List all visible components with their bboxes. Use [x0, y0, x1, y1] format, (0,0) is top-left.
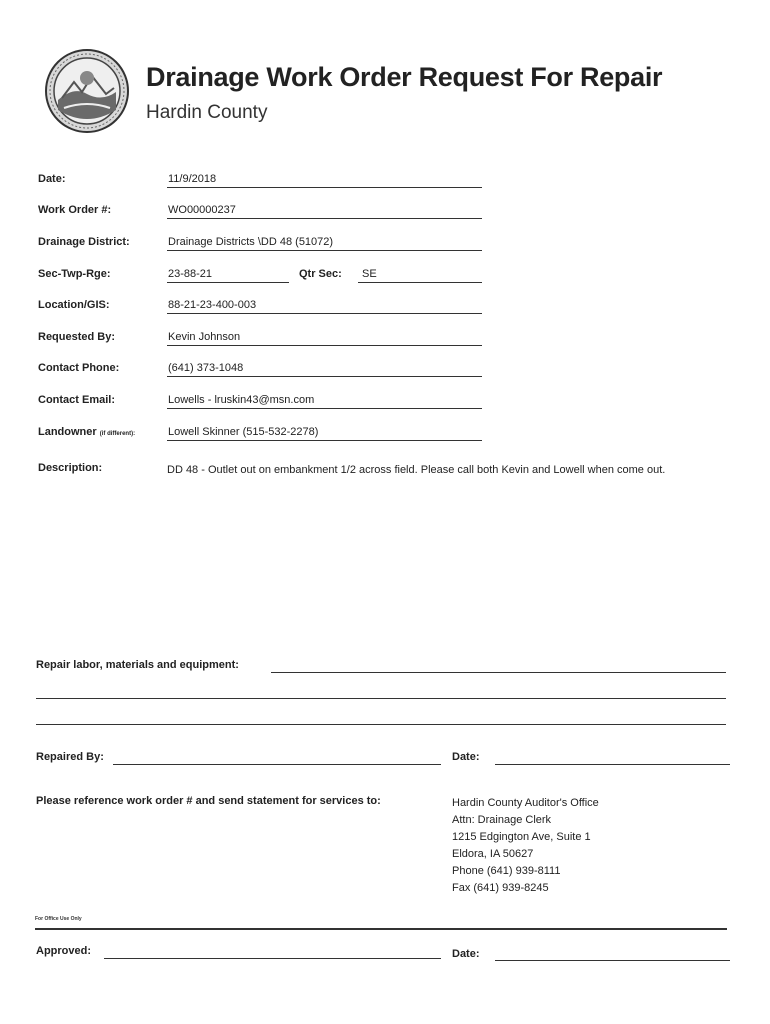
repair-labor-line-3: [36, 724, 726, 725]
requested-by-value: Kevin Johnson: [168, 331, 241, 343]
sec-twp-rge-value: 23-88-21: [168, 268, 213, 280]
location-gis-underline: [167, 313, 482, 314]
description-text: DD 48 - Outlet out on embankment 1/2 across field. Please call both Kevin and Lowell when come out.: [167, 464, 666, 476]
sec-twp-rge-underline: [167, 282, 289, 283]
address-line: Fax (641) 939-8245: [452, 882, 549, 894]
address-line: Eldora, IA 50627: [452, 848, 534, 860]
address-line: Phone (641) 939-8111: [452, 865, 561, 877]
address-line: Attn: Drainage Clerk: [452, 814, 552, 826]
landowner-label-text: Landowner: [38, 426, 97, 438]
repaired-by-underline: [113, 764, 441, 765]
contact-phone-value: (641) 373-1048: [168, 362, 244, 374]
location-gis-value: 88-21-23-400-003: [168, 299, 257, 311]
repair-date-label: Date:: [452, 751, 480, 763]
contact-email-value: Lowells - lruskin43@msn.com: [168, 394, 315, 406]
office-divider: [35, 928, 727, 930]
contact-email-underline: [167, 408, 482, 409]
date-label: Date:: [38, 173, 66, 185]
approved-date-label: Date:: [452, 948, 480, 960]
approved-label: Approved:: [36, 945, 91, 957]
auditor-address: [452, 795, 599, 897]
description-label: Description:: [38, 462, 103, 474]
drainage-district-value: Drainage Districts \DD 48 (51072): [168, 236, 334, 248]
repair-labor-line-1: [271, 672, 726, 673]
repaired-by-label: Repaired By:: [36, 751, 104, 763]
county-seal-icon: [44, 48, 130, 134]
approved-underline: [104, 958, 441, 959]
contact-email-label: Contact Email:: [38, 394, 116, 406]
date-underline: [167, 187, 482, 188]
address-line: Hardin County Auditor's Office: [452, 797, 599, 809]
page-subtitle: Hardin County: [146, 102, 268, 123]
landowner-underline: [167, 440, 482, 441]
repair-labor-line-2: [36, 698, 726, 699]
work-order-value: WO00000237: [168, 204, 236, 216]
sec-twp-rge-label: Sec-Twp-Rge:: [38, 268, 111, 280]
office-use-only-label: For Office Use Only: [35, 916, 82, 922]
repair-date-underline: [495, 764, 730, 765]
reference-text: Please reference work order # and send statement for services to:: [36, 795, 381, 807]
qtr-sec-value: SE: [362, 268, 377, 280]
requested-by-label: Requested By:: [38, 331, 116, 343]
contact-phone-underline: [167, 376, 482, 377]
work-order-label: Work Order #:: [38, 204, 112, 216]
work-order-underline: [167, 218, 482, 219]
repair-labor-label: Repair labor, materials and equipment:: [36, 659, 239, 671]
landowner-value: Lowell Skinner (515-532-2278): [168, 426, 319, 438]
approved-date-underline: [495, 960, 730, 961]
landowner-label: [38, 426, 135, 438]
qtr-sec-underline: [358, 282, 482, 283]
address-line: 1215 Edgington Ave, Suite 1: [452, 831, 591, 843]
qtr-sec-label: Qtr Sec:: [299, 268, 342, 280]
contact-phone-label: Contact Phone:: [38, 362, 120, 374]
landowner-label-note: (if different):: [99, 431, 136, 437]
date-value: 11/9/2018: [168, 173, 217, 185]
page-title: Drainage Work Order Request For Repair: [146, 62, 663, 92]
drainage-district-label: Drainage District:: [38, 236, 130, 248]
requested-by-underline: [167, 345, 482, 346]
drainage-district-underline: [167, 250, 482, 251]
location-gis-label: Location/GIS:: [38, 299, 110, 311]
